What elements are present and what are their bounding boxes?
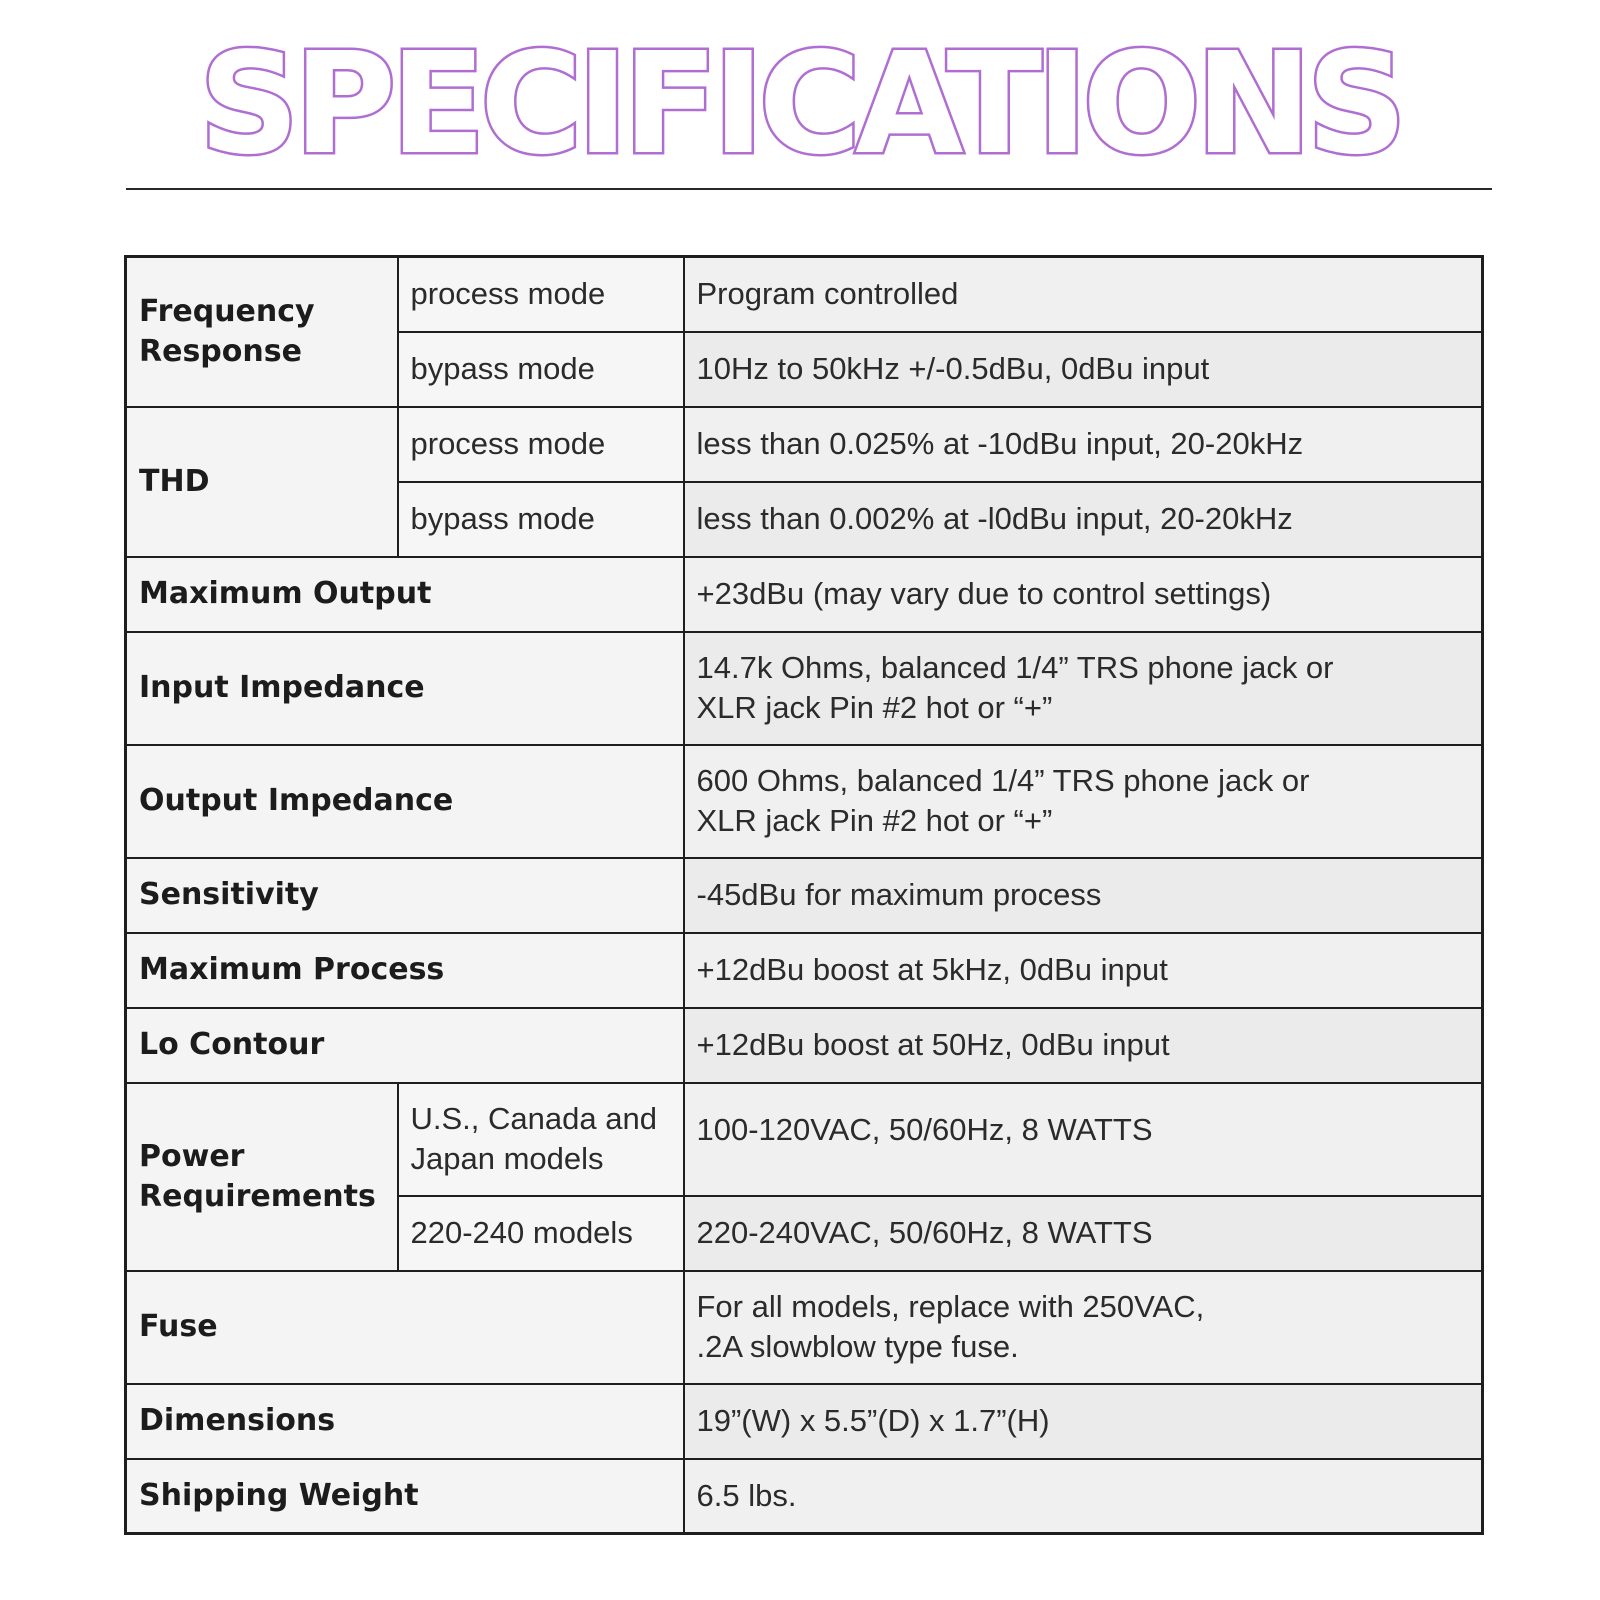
input-impedance-value-line2: XLR jack Pin #2 hot or “+” <box>696 690 1053 725</box>
shipping-weight-value: 6.5 lbs. <box>684 1459 1483 1534</box>
maximum-output-value: +23dBu (may vary due to control settings) <box>684 557 1483 632</box>
fuse-value-line1: For all models, replace with 250VAC, <box>696 1289 1205 1324</box>
output-impedance-value-line1: 600 Ohms, balanced 1/4” TRS phone jack or <box>696 763 1310 798</box>
frequency-response-label <box>126 257 398 407</box>
input-impedance-label: Input Impedance <box>126 632 684 745</box>
frequency-response-bypass-value: 10Hz to 50kHz +/-0.5dBu, 0dBu input <box>684 332 1483 407</box>
maximum-process-value: +12dBu boost at 5kHz, 0dBu input <box>684 933 1483 1008</box>
thd-process-label: process mode <box>398 407 684 482</box>
table-row <box>126 858 1483 933</box>
dimensions-label: Dimensions <box>126 1384 684 1459</box>
frequency-response-label-text: Frequency Response <box>139 293 315 369</box>
power-us-models-label-line1: U.S., Canada and <box>410 1101 657 1136</box>
input-impedance-value-line1: 14.7k Ohms, balanced 1/4” TRS phone jack or <box>696 650 1334 685</box>
power-us-models-label-line2: Japan models <box>410 1141 604 1176</box>
fuse-value-line2: .2A slowblow type fuse. <box>696 1329 1019 1364</box>
table-row <box>126 1459 1483 1534</box>
table-row <box>126 632 1483 745</box>
maximum-output-label: Maximum Output <box>126 557 684 632</box>
maximum-process-label: Maximum Process <box>126 933 684 1008</box>
dimensions-value: 19”(W) x 5.5”(D) x 1.7”(H) <box>684 1384 1483 1459</box>
thd-bypass-label: bypass mode <box>398 482 684 557</box>
output-impedance-label: Output Impedance <box>126 745 684 858</box>
power-requirements-label-line2: Requirements <box>139 1178 376 1214</box>
power-requirements-label <box>126 1083 398 1271</box>
lo-contour-label: Lo Contour <box>126 1008 684 1083</box>
frequency-response-process-value: Program controlled <box>684 257 1483 332</box>
table-row <box>126 407 1483 482</box>
table-row <box>126 1271 1483 1384</box>
power-eu-models-label: 220-240 models <box>398 1196 684 1271</box>
fuse-value <box>684 1271 1483 1384</box>
table-row <box>126 1384 1483 1459</box>
table-row <box>126 933 1483 1008</box>
specifications-table <box>124 255 1484 1535</box>
page-title: SPECIFICATIONS <box>198 23 1402 186</box>
thd-process-value: less than 0.025% at -10dBu input, 20-20kHz <box>684 407 1483 482</box>
frequency-response-process-label: process mode <box>398 257 684 332</box>
shipping-weight-label: Shipping Weight <box>126 1459 684 1534</box>
power-requirements-label-line1: Power <box>139 1138 245 1174</box>
power-eu-models-value: 220-240VAC, 50/60Hz, 8 WATTS <box>684 1196 1483 1271</box>
output-impedance-value-line2: XLR jack Pin #2 hot or “+” <box>696 803 1053 838</box>
table-row <box>126 557 1483 632</box>
sensitivity-value: -45dBu for maximum process <box>684 858 1483 933</box>
power-us-models-label <box>398 1083 684 1196</box>
title-divider <box>126 188 1492 190</box>
power-us-models-value: 100-120VAC, 50/60Hz, 8 WATTS <box>684 1083 1483 1196</box>
thd-label: THD <box>126 407 398 557</box>
output-impedance-value <box>684 745 1483 858</box>
lo-contour-value: +12dBu boost at 50Hz, 0dBu input <box>684 1008 1483 1083</box>
table-row <box>126 1008 1483 1083</box>
sensitivity-label: Sensitivity <box>126 858 684 933</box>
input-impedance-value <box>684 632 1483 745</box>
table-row <box>126 745 1483 858</box>
frequency-response-bypass-label: bypass mode <box>398 332 684 407</box>
table-row <box>126 257 1483 332</box>
thd-bypass-value: less than 0.002% at -l0dBu input, 20-20kHz <box>684 482 1483 557</box>
fuse-label: Fuse <box>126 1271 684 1384</box>
table-row <box>126 1083 1483 1196</box>
